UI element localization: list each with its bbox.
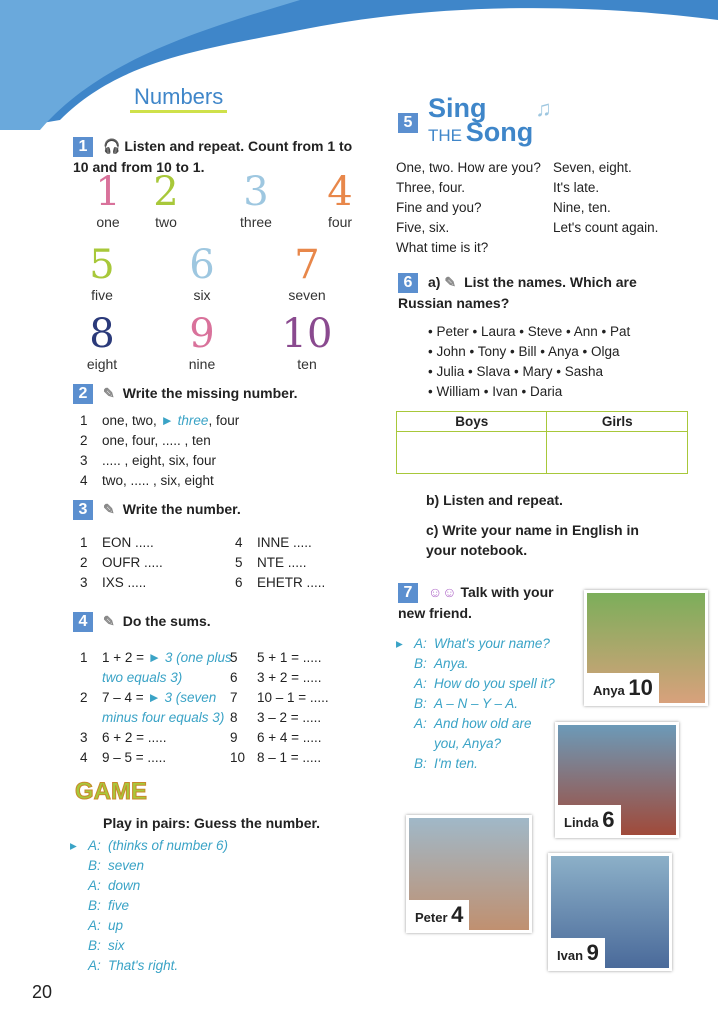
number-word: six bbox=[193, 287, 211, 303]
item-number: 6 bbox=[230, 670, 238, 685]
speaker: B: bbox=[88, 858, 101, 873]
sum-item bbox=[80, 668, 232, 688]
number-word: ten bbox=[297, 356, 317, 372]
bullet-arrow bbox=[396, 714, 414, 734]
item-text: one, four, ..... , ten bbox=[102, 433, 211, 448]
sum-item bbox=[230, 728, 329, 748]
page-number: 20 bbox=[32, 982, 53, 1002]
item-number: 9 bbox=[230, 730, 238, 745]
number-word: four bbox=[327, 214, 353, 230]
bullet-arrow bbox=[70, 916, 88, 936]
bullet-arrow bbox=[396, 754, 414, 774]
number-digit: 6 bbox=[189, 242, 215, 288]
item-text: one, two, bbox=[102, 413, 161, 428]
photo-anya bbox=[584, 590, 708, 706]
number-word: seven bbox=[288, 287, 326, 303]
game-instruction: Play in pairs: Guess the number. bbox=[103, 815, 321, 831]
item-number: 2 bbox=[80, 555, 88, 570]
sum-item bbox=[230, 708, 329, 728]
item-number: 10 bbox=[230, 750, 246, 765]
bullet-arrow bbox=[70, 956, 88, 976]
exercise-number: 5 bbox=[398, 113, 418, 133]
bullet-arrow bbox=[396, 734, 414, 754]
pencil-icon: ✎ bbox=[103, 501, 115, 517]
item-number: 3 bbox=[80, 453, 88, 468]
list-item bbox=[80, 471, 239, 491]
page-title: Numbers bbox=[130, 84, 227, 113]
item-number bbox=[80, 708, 102, 728]
number-card bbox=[62, 243, 142, 303]
bullet-arrow bbox=[70, 856, 88, 876]
line-text: up bbox=[108, 918, 124, 933]
bullet-arrow: ▸ bbox=[396, 636, 403, 651]
exercise-number: 7 bbox=[398, 583, 418, 603]
bullet-arrow bbox=[70, 936, 88, 956]
item-number: 4 bbox=[80, 473, 88, 488]
names-list bbox=[428, 322, 630, 402]
item-number: 3 bbox=[80, 730, 88, 745]
speaker: B: bbox=[88, 898, 101, 913]
photo-ivan bbox=[548, 853, 672, 971]
dialogue-line bbox=[70, 916, 228, 936]
item-number: 4 bbox=[235, 535, 243, 550]
dialogue-line bbox=[70, 836, 228, 856]
song-line: Fine and you? bbox=[396, 200, 482, 215]
sum-text: 8 – 1 = ..... bbox=[257, 750, 322, 765]
game-logo: GAME bbox=[75, 778, 147, 805]
line-text: I'm ten. bbox=[434, 756, 478, 771]
logo-sing: Sing bbox=[428, 93, 487, 123]
pencil-icon: ✎ bbox=[103, 385, 115, 401]
item-number bbox=[80, 668, 102, 688]
smiley-faces-icon: ☺☺ bbox=[428, 584, 461, 600]
speaker: A: bbox=[88, 838, 101, 853]
song-line: Three, four. bbox=[396, 180, 466, 195]
line-text: (thinks of number 6) bbox=[108, 838, 229, 853]
sum-text: 7 – 4 = bbox=[102, 690, 148, 705]
boys-header: Boys bbox=[397, 412, 547, 432]
item-number: 3 bbox=[80, 575, 88, 590]
speaker bbox=[414, 734, 434, 754]
list-item bbox=[80, 431, 239, 451]
line-text: That's right. bbox=[108, 958, 179, 973]
number-word: one bbox=[96, 214, 120, 230]
speaker: A: bbox=[414, 676, 427, 691]
sum-text: 6 + 4 = ..... bbox=[257, 730, 322, 745]
speaker: B: bbox=[414, 756, 427, 771]
song-line: Let's count again. bbox=[553, 220, 659, 235]
speaker: B: bbox=[414, 656, 427, 671]
line-text: seven bbox=[108, 858, 145, 873]
item-number: 7 bbox=[230, 690, 238, 705]
exercise-6-heading: 6 a) ✎ List the names. Which are Russian names? bbox=[398, 274, 637, 312]
exercise-number: 3 bbox=[73, 500, 93, 520]
line-text: five bbox=[108, 898, 130, 913]
sum-item bbox=[80, 748, 232, 768]
sum-item bbox=[230, 648, 329, 668]
sum-text: 6 + 2 = ..... bbox=[102, 730, 167, 745]
item-number: 1 bbox=[80, 413, 88, 428]
girls-header: Girls bbox=[547, 412, 688, 432]
number-card bbox=[267, 312, 347, 372]
exercise-number: 4 bbox=[73, 612, 93, 632]
list-item bbox=[80, 451, 239, 471]
dialogue-line bbox=[396, 634, 555, 654]
line-text: Anya. bbox=[434, 656, 469, 671]
number-digit: 10 bbox=[281, 311, 333, 357]
number-card bbox=[300, 170, 380, 230]
game-dialogue bbox=[70, 836, 228, 976]
photo-name: Anya bbox=[593, 683, 625, 698]
exercise-6c: c) Write your name in English in your notebook. bbox=[426, 522, 639, 558]
sum-text: 3 + 2 = ..... bbox=[257, 670, 322, 685]
item-number: 1 bbox=[80, 650, 88, 665]
speaker: A: bbox=[414, 636, 427, 651]
line-text: A – N – Y – A. bbox=[434, 696, 519, 711]
example-answer: ► 3 (seven bbox=[147, 690, 217, 705]
talk-dialogue bbox=[396, 634, 555, 774]
logo-song: Song bbox=[465, 117, 534, 147]
number-card bbox=[126, 170, 206, 230]
line-text: six bbox=[108, 938, 125, 953]
song-column-2 bbox=[553, 158, 658, 238]
speaker: A: bbox=[414, 716, 427, 731]
sum-text: 1 + 2 = bbox=[102, 650, 148, 665]
photo-age: 6 bbox=[602, 807, 615, 832]
item-text: ..... , eight, six, four bbox=[102, 453, 217, 468]
number-digit: 7 bbox=[294, 242, 320, 288]
dialogue-line bbox=[70, 876, 228, 896]
list-item bbox=[80, 553, 235, 573]
list-item bbox=[235, 573, 360, 593]
number-digit: 8 bbox=[89, 311, 115, 357]
speaker: B: bbox=[414, 696, 427, 711]
item-text: , four bbox=[208, 413, 240, 428]
photo-name: Peter bbox=[415, 910, 448, 925]
speaker: A: bbox=[88, 958, 101, 973]
list-item bbox=[80, 411, 239, 431]
item-number: 5 bbox=[230, 650, 238, 665]
example-answer: ► 3 (one plus bbox=[147, 650, 232, 665]
number-word: three bbox=[240, 214, 272, 230]
item-text: two, ..... , six, eight bbox=[102, 473, 214, 488]
item-number: 6 bbox=[235, 575, 243, 590]
song-line: What time is it? bbox=[396, 240, 489, 255]
line-text: How do you spell it? bbox=[434, 676, 555, 691]
sum-item bbox=[230, 748, 329, 768]
sums-left bbox=[80, 648, 232, 768]
pencil-icon: ✎ bbox=[444, 274, 457, 290]
names-row: • William • Ivan • Daria bbox=[428, 384, 563, 399]
number-word: two bbox=[155, 214, 177, 230]
song-line: Five, six. bbox=[396, 220, 450, 235]
line-text: down bbox=[108, 878, 141, 893]
sum-item bbox=[80, 648, 232, 668]
song-line: Seven, eight. bbox=[553, 160, 632, 175]
number-card bbox=[267, 243, 347, 303]
names-row: • Julia • Slava • Mary • Sasha bbox=[428, 364, 603, 379]
logo-the: THE bbox=[428, 126, 462, 145]
headphones-icon: 🎧 bbox=[103, 138, 125, 154]
number-digit: 5 bbox=[89, 242, 115, 288]
number-digit: 3 bbox=[243, 169, 269, 215]
dialogue-line bbox=[396, 674, 555, 694]
number-card bbox=[216, 170, 296, 230]
song-line: One, two. How are you? bbox=[396, 160, 541, 175]
music-notes-icon: ♫ bbox=[535, 96, 552, 121]
exercise-2-heading: 2 ✎ Write the missing number. bbox=[73, 383, 298, 404]
exercise-5-heading bbox=[398, 93, 552, 149]
sum-item bbox=[230, 688, 329, 708]
item-number: 5 bbox=[235, 555, 243, 570]
sum-text: 10 – 1 = ..... bbox=[257, 690, 329, 705]
scrambled-word: INNE ..... bbox=[257, 535, 312, 550]
item-number: 2 bbox=[80, 433, 88, 448]
number-digit: 2 bbox=[153, 169, 179, 215]
bullet-arrow bbox=[70, 896, 88, 916]
scrambled-word: IXS ..... bbox=[102, 575, 147, 590]
speaker: A: bbox=[88, 878, 101, 893]
scrambled-word: OUFR ..... bbox=[102, 555, 163, 570]
photo-name: Ivan bbox=[557, 948, 584, 963]
dialogue-line bbox=[396, 654, 555, 674]
photo-age: 4 bbox=[451, 902, 464, 927]
list-item bbox=[80, 573, 235, 593]
exercise-4-heading: 4 ✎ Do the sums. bbox=[73, 611, 211, 632]
sum-text: 3 – 2 = ..... bbox=[257, 710, 322, 725]
header-wave bbox=[0, 0, 718, 130]
list-item bbox=[235, 553, 360, 573]
sum-text: 9 – 5 = ..... bbox=[102, 750, 167, 765]
dialogue-line bbox=[396, 714, 555, 734]
song-column-1 bbox=[396, 158, 541, 258]
girls-cell[interactable] bbox=[547, 432, 688, 474]
dialogue-line bbox=[70, 936, 228, 956]
example-answer: two equals 3) bbox=[102, 670, 183, 685]
speaker: A: bbox=[88, 918, 101, 933]
number-digit: 9 bbox=[189, 311, 215, 357]
list-item bbox=[80, 533, 235, 553]
exercise-2-list bbox=[80, 411, 239, 491]
dialogue-line bbox=[70, 896, 228, 916]
sums-right bbox=[230, 648, 329, 768]
names-row: • John • Tony • Bill • Anya • Olga bbox=[428, 344, 620, 359]
item-number: 1 bbox=[80, 535, 88, 550]
exercise-1-heading: 1 🎧 Listen and repeat. Count from 1 to 10 and from 10 to 1. bbox=[73, 138, 353, 176]
list-item bbox=[235, 533, 360, 553]
exercise-7-heading: 7 ☺☺ Talk with your new friend. bbox=[398, 584, 554, 622]
number-card bbox=[162, 243, 242, 303]
item-number: 4 bbox=[80, 750, 88, 765]
exercise-number: 1 bbox=[73, 137, 93, 157]
photo-age: 10 bbox=[628, 675, 653, 700]
bullet-arrow bbox=[396, 654, 414, 674]
item-number: 8 bbox=[230, 710, 238, 725]
sum-item bbox=[80, 688, 232, 708]
number-card bbox=[162, 312, 242, 372]
sum-item bbox=[80, 728, 232, 748]
exercise-number: 6 bbox=[398, 273, 418, 293]
number-word: five bbox=[91, 287, 113, 303]
exercise-number: 2 bbox=[73, 384, 93, 404]
song-line: Nine, ten. bbox=[553, 200, 611, 215]
pencil-icon: ✎ bbox=[103, 613, 115, 629]
boys-girls-table bbox=[396, 411, 688, 474]
scrambled-word: EON ..... bbox=[102, 535, 154, 550]
dialogue-line bbox=[70, 856, 228, 876]
line-text: What's your name? bbox=[434, 636, 550, 651]
photo-linda bbox=[555, 722, 679, 838]
exercise-3-heading: 3 ✎ Write the number. bbox=[73, 499, 241, 520]
scrambled-word: NTE ..... bbox=[257, 555, 307, 570]
number-digit: 1 bbox=[95, 169, 121, 215]
dialogue-line bbox=[70, 956, 228, 976]
bullet-arrow: ▸ bbox=[70, 838, 77, 853]
exercise-3-list bbox=[80, 533, 360, 593]
line-text: you, Anya? bbox=[434, 736, 502, 751]
dialogue-line bbox=[396, 754, 555, 774]
number-card bbox=[62, 312, 142, 372]
part-a-label: a) bbox=[428, 274, 441, 290]
sum-item bbox=[230, 668, 329, 688]
sing-the-song-logo bbox=[428, 93, 534, 149]
sum-text: 5 + 1 = ..... bbox=[257, 650, 322, 665]
song-line: It's late. bbox=[553, 180, 600, 195]
line-text: And how old are bbox=[434, 716, 532, 731]
photo-age: 9 bbox=[586, 940, 599, 965]
number-digit: 4 bbox=[327, 169, 353, 215]
dialogue-line bbox=[396, 694, 555, 714]
bullet-arrow bbox=[396, 694, 414, 714]
bullet-arrow bbox=[70, 876, 88, 896]
exercise-6b: b) Listen and repeat. bbox=[426, 492, 563, 508]
boys-cell[interactable] bbox=[397, 432, 547, 474]
photo-peter bbox=[406, 815, 532, 933]
names-row: • Peter • Laura • Steve • Ann • Pat bbox=[428, 324, 631, 339]
speaker: B: bbox=[88, 938, 101, 953]
number-word: eight bbox=[86, 356, 118, 372]
photo-name: Linda bbox=[564, 815, 599, 830]
scrambled-word: EHETR ..... bbox=[257, 575, 326, 590]
example-answer: ► three bbox=[160, 413, 209, 428]
bullet-arrow bbox=[396, 674, 414, 694]
sum-item bbox=[80, 708, 232, 728]
dialogue-line bbox=[396, 734, 555, 754]
example-answer: minus four equals 3) bbox=[102, 710, 225, 725]
item-number: 2 bbox=[80, 690, 88, 705]
number-word: nine bbox=[188, 356, 216, 372]
